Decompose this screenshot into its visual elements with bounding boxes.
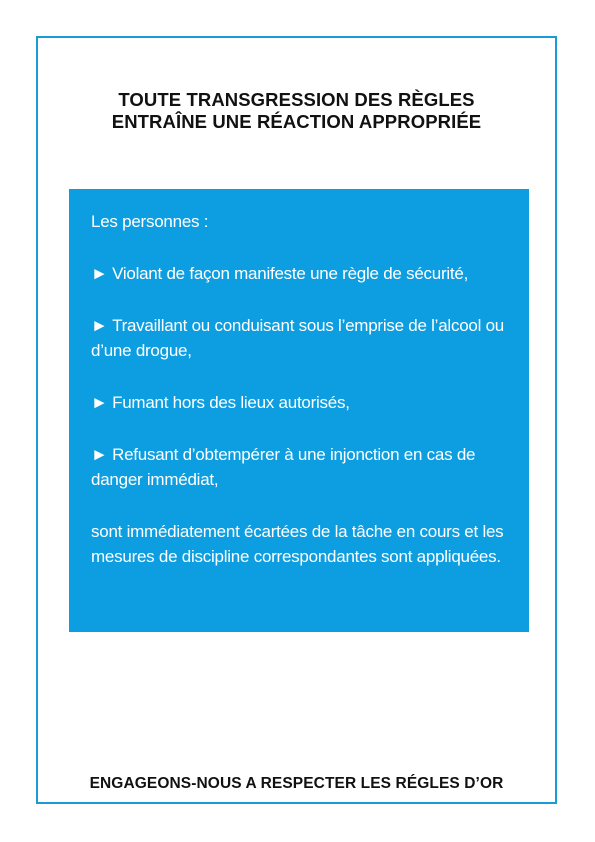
conclusion-text: sont immédiatement écartées de la tâche en cours et les mesures de discipline correspondantes sont appliquées. <box>91 522 504 566</box>
intro-text: Les personnes : <box>91 212 209 231</box>
list-item-3: ► Fumant hors des lieux autorisés, <box>91 390 509 415</box>
title-line-2: ENTRAÎNE UNE RÉACTION APPROPRIÉE <box>111 111 482 132</box>
list-item-4: ► Refusant d’obtempérer à une injonction en cas de danger immédiat, <box>91 442 509 492</box>
rules-box <box>69 189 529 632</box>
title-line-1: TOUTE TRANSGRESSION DES RÈGLES <box>118 89 475 110</box>
list-item-1: ► Violant de façon manifeste une règle de sécurité, <box>91 261 509 286</box>
list-item-2: ► Travaillant ou conduisant sous l’emprise de l’alcool ou d’une drogue, <box>91 313 509 363</box>
footer-slogan: ENGAGEONS-NOUS A RESPECTER LES RÉGLES D’OR <box>89 775 504 792</box>
page-frame <box>36 36 557 804</box>
page-title <box>38 89 555 133</box>
